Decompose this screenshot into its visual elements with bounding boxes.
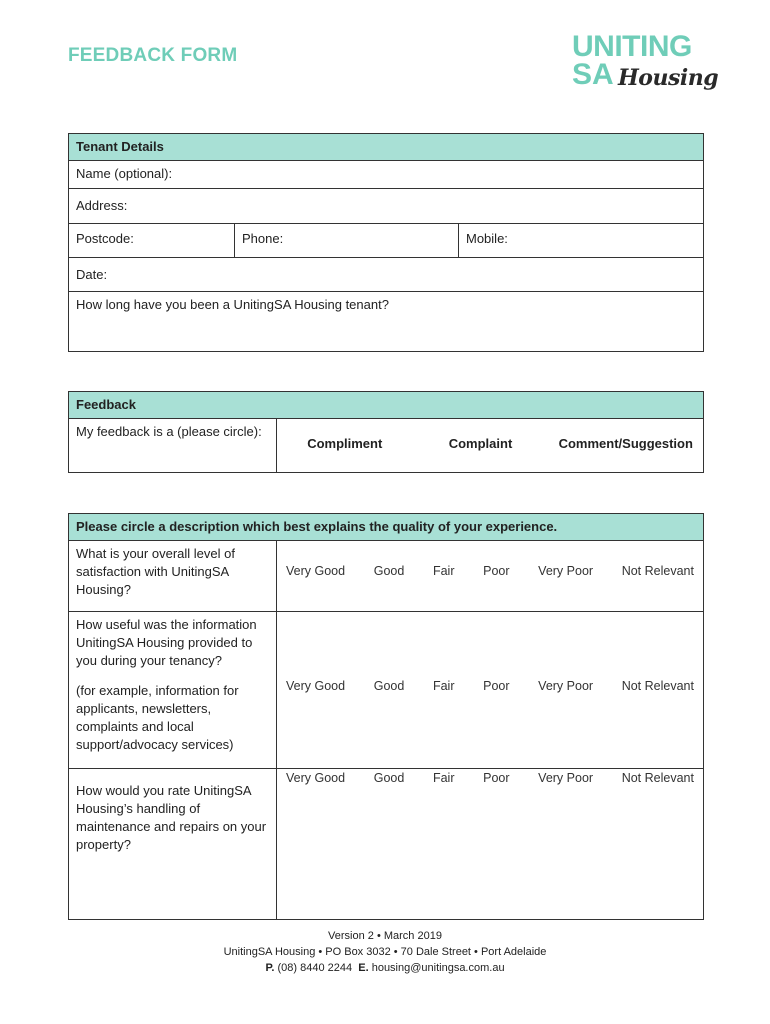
feedback-prompt: My feedback is a (please circle): <box>69 419 277 473</box>
rating-option[interactable]: Good <box>373 771 405 785</box>
page-title: FEEDBACK FORM <box>68 45 238 66</box>
rating-row-satisfaction <box>277 541 704 612</box>
unitingsa-housing-logo <box>570 30 719 96</box>
logo-line-uniting: UNITING <box>572 30 692 63</box>
rating-row-maintenance <box>277 769 704 920</box>
question-maintenance: How would you rate UnitingSA Housing’s handling of maintenance and repairs on your property? <box>69 769 277 920</box>
feedback-type-table <box>68 391 704 473</box>
rating-option[interactable]: Very Poor <box>538 679 594 693</box>
rating-option[interactable]: Very Poor <box>538 564 594 578</box>
tenant-details-heading: Tenant Details <box>69 134 704 161</box>
rating-option[interactable]: Very Poor <box>538 771 594 785</box>
footer-version: Version 2 • March 2019 <box>328 930 442 942</box>
logo-line-sa: SA <box>572 58 614 91</box>
rating-option[interactable]: Poor <box>483 679 510 693</box>
logo-line-housing: Housing <box>618 65 719 91</box>
footer-phone: (08) 8440 2244 <box>277 962 353 974</box>
email-label: E. <box>358 962 369 974</box>
rating-option[interactable]: Good <box>373 679 405 693</box>
rating-option[interactable]: Not Relevant <box>621 564 694 578</box>
footer <box>0 928 770 976</box>
rating-option[interactable]: Very Good <box>286 564 346 578</box>
mobile-field[interactable]: Mobile: <box>459 224 704 258</box>
feedback-heading: Feedback <box>69 392 704 419</box>
postcode-field[interactable]: Postcode: <box>69 224 235 258</box>
date-field[interactable]: Date: <box>69 258 704 292</box>
rating-option[interactable]: Poor <box>483 771 510 785</box>
question-information-text: How useful was the information UnitingSA Housing provided to you during your tenancy? <box>76 617 257 668</box>
question-satisfaction: What is your overall level of satisfaction with UnitingSA Housing? <box>69 541 277 612</box>
rating-option[interactable]: Very Good <box>286 771 346 785</box>
option-compliment[interactable]: Compliment <box>277 419 413 473</box>
option-comment-suggestion[interactable]: Comment/Suggestion <box>549 419 704 473</box>
quality-heading: Please circle a description which best explains the quality of your experience. <box>69 514 704 541</box>
footer-email[interactable]: housing@unitingsa.com.au <box>371 962 505 974</box>
rating-option[interactable]: Not Relevant <box>621 771 694 785</box>
rating-row-information <box>277 612 704 769</box>
quality-table <box>68 513 704 920</box>
name-field[interactable]: Name (optional): <box>69 161 704 189</box>
rating-option[interactable]: Fair <box>432 564 455 578</box>
rating-option[interactable]: Fair <box>432 771 455 785</box>
rating-option[interactable]: Not Relevant <box>621 679 694 693</box>
footer-address: UnitingSA Housing • PO Box 3032 • 70 Dale Street • Port Adelaide <box>223 946 547 958</box>
rating-option[interactable]: Fair <box>432 679 455 693</box>
rating-option[interactable]: Good <box>373 564 405 578</box>
question-information-note: (for example, information for applicants, newsletters, complaints and local support/advocacy services) <box>76 683 239 752</box>
tenure-field[interactable]: How long have you been a UnitingSA Housing tenant? <box>69 292 704 352</box>
rating-option[interactable]: Poor <box>483 564 510 578</box>
question-information <box>69 612 277 769</box>
rating-option[interactable]: Very Good <box>286 679 346 693</box>
phone-label: P. <box>265 962 275 974</box>
address-field[interactable]: Address: <box>69 189 704 224</box>
option-complaint[interactable]: Complaint <box>413 419 549 473</box>
phone-field[interactable]: Phone: <box>235 224 459 258</box>
tenant-details-table <box>68 133 704 352</box>
footer-contact <box>0 960 770 976</box>
